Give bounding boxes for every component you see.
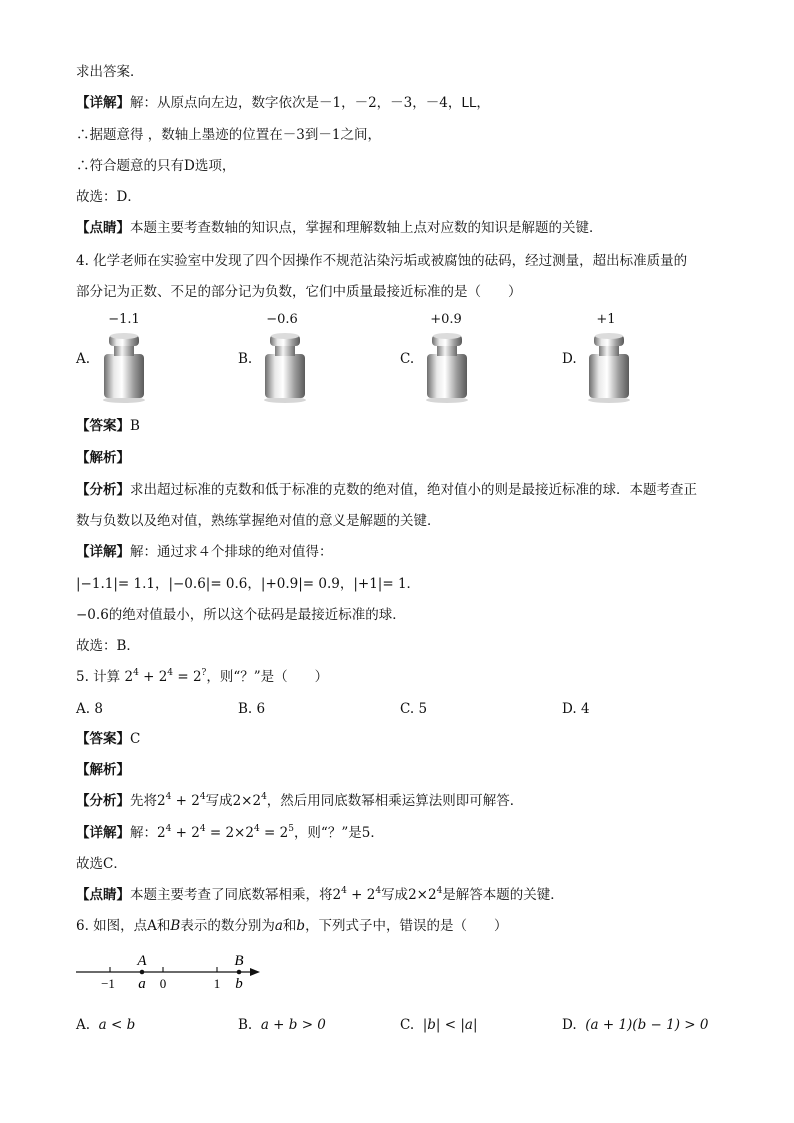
prev-line-1: 求出答案． [76,64,144,80]
prev-dianjing-text: 本题主要考查数轴的知识点，掌握和理解数轴上点对应数的知识是解题的关键． [130,220,603,236]
weight-icon [101,332,147,404]
q5-expr: $2^4 + 2^4 = 2^?$ [124,668,207,685]
q4-stem-2: 部分记为正数、不足的部分记为负数，它们中质量最接近标准的是（ ） [76,284,522,300]
q4-option-b-value: −0.6 [266,312,298,327]
answer-tag: 【答案】 [76,418,130,434]
detail-tag: 【详解】 [76,95,130,111]
number-line-figure [70,945,270,995]
point-b-label: B [234,953,244,969]
dianjing-tag: 【点睛】 [76,887,130,903]
answer-tag: 【答案】 [76,731,130,747]
q4-option-a-value: −1.1 [108,312,140,327]
q4-conclusion: 故选：B． [76,638,140,654]
q5-option-a: A. 8 [76,701,103,717]
fenxi-tag: 【分析】 [76,482,130,498]
prev-line-5: 故选：D． [76,189,141,205]
dianjing-tag: 【点睛】 [76,220,130,236]
q4-fenxi-line-2: 数与负数以及绝对值，熟练掌握绝对值的意义是解题的关键． [76,513,441,529]
q4-stem-1: 4. 化学老师在实验室中发现了四个因操作不规范沾染污垢或被腐蚀的砝码，经过测量，超出标准质量的 [76,253,688,269]
q6-option-b: B. a + b > 0 [238,1017,326,1033]
value-label-b: b [235,976,243,992]
q4-answer: B [130,418,140,434]
tick-label-1: 1 [213,976,221,991]
detail-tag: 【详解】 [76,544,130,560]
prev-line-3: ∴据题意得 ，数轴上墨迹的位置在－3到－1之间， [76,127,381,143]
q5-answer-line [76,730,140,748]
q6-stem: 6. 如图，点A和B表示的数分别为a和b，下列式子中，错误的是（ ） [76,918,508,934]
q4-detail-line-1 [76,543,333,561]
q4-detail-text-1: 解：通过求４个排球的绝对值得： [130,544,333,560]
q4-fenxi-line-1 [76,481,697,499]
prev-dianjing-line [76,219,603,237]
q4-option-a-letter: A. [76,351,91,367]
q4-fenxi-text-1: 求出超过标准的克数和低于标准的克数的绝对值，绝对值小的则是最接近标准的球．本题考查正 [130,482,697,498]
q5-option-d: D. 4 [562,701,590,717]
prev-detail-line [76,94,490,112]
q5-option-c: C. 5 [400,701,428,717]
q4-option-d-letter: D. [562,351,577,367]
weight-icon [424,332,470,404]
fenxi-tag: 【分析】 [76,793,130,809]
q5-answer: C [130,731,141,747]
q5-detail-line: 【详解】解：$2^4 + 2^4 = 2\times 2^4 = 2^5$，则“？”是5． [76,824,384,841]
tick-label-0: 0 [159,976,167,991]
q4-option-b-letter: B. [238,351,253,367]
weight-icon [586,332,632,404]
q4-detail-line-2: |−1.1|= 1.1，|−0.6|= 0.6，|+0.9|= 0.9，|+1|= 1． [76,576,421,592]
q4-option-c-value: +0.9 [430,312,462,327]
q6-option-a: A. a < b [76,1017,136,1033]
q5-fenxi-line: 【分析】先将$2^4 + 2^4$写成$2\times 2^4$，然后用同底数幂相乘运算法则即可解答． [76,792,524,809]
axis-arrow-icon [250,968,260,976]
prev-line-4: ∴符合题意的只有D选项， [76,158,236,174]
q4-option-c-letter: C. [400,351,415,367]
tick-label-minus-1: −1 [101,976,115,991]
q4-answer-line [76,417,140,435]
q5-analysis-heading: 【解析】 [76,762,130,778]
detail-tag: 【详解】 [76,825,130,841]
q4-option-d-value: +1 [596,312,616,327]
q5-conclusion: 故选C． [76,856,127,872]
q4-detail-line-3: −0.6的绝对值最小，所以这个砝码是最接近标准的球． [76,607,406,623]
point-a-dot [140,970,145,975]
weight-icon [262,332,308,404]
q5-option-b: B. 6 [238,701,266,717]
q6-option-c: C. |b| < |a| [400,1017,478,1033]
point-b-dot [237,970,242,975]
value-label-a: a [138,976,146,992]
q6-option-d: D. (a + 1)(b − 1) > 0 [562,1017,709,1033]
point-a-label: A [137,953,147,969]
q5-stem-post: ，则“？”是（ ） [206,669,329,685]
q5-dianjing-line: 【点睛】本题主要考查了同底数幂相乘，将$2^4 + 2^4$写成$2\times 2^4$是解答本题的关键． [76,886,564,903]
q5-stem-pre: 5. 计算 [76,669,121,685]
q5-stem [76,668,328,686]
q4-analysis-heading: 【解析】 [76,450,130,466]
prev-detail-text: 解：从原点向左边，数字依次是－1，－2，－3，－4，ᒪᒪ， [130,95,490,111]
